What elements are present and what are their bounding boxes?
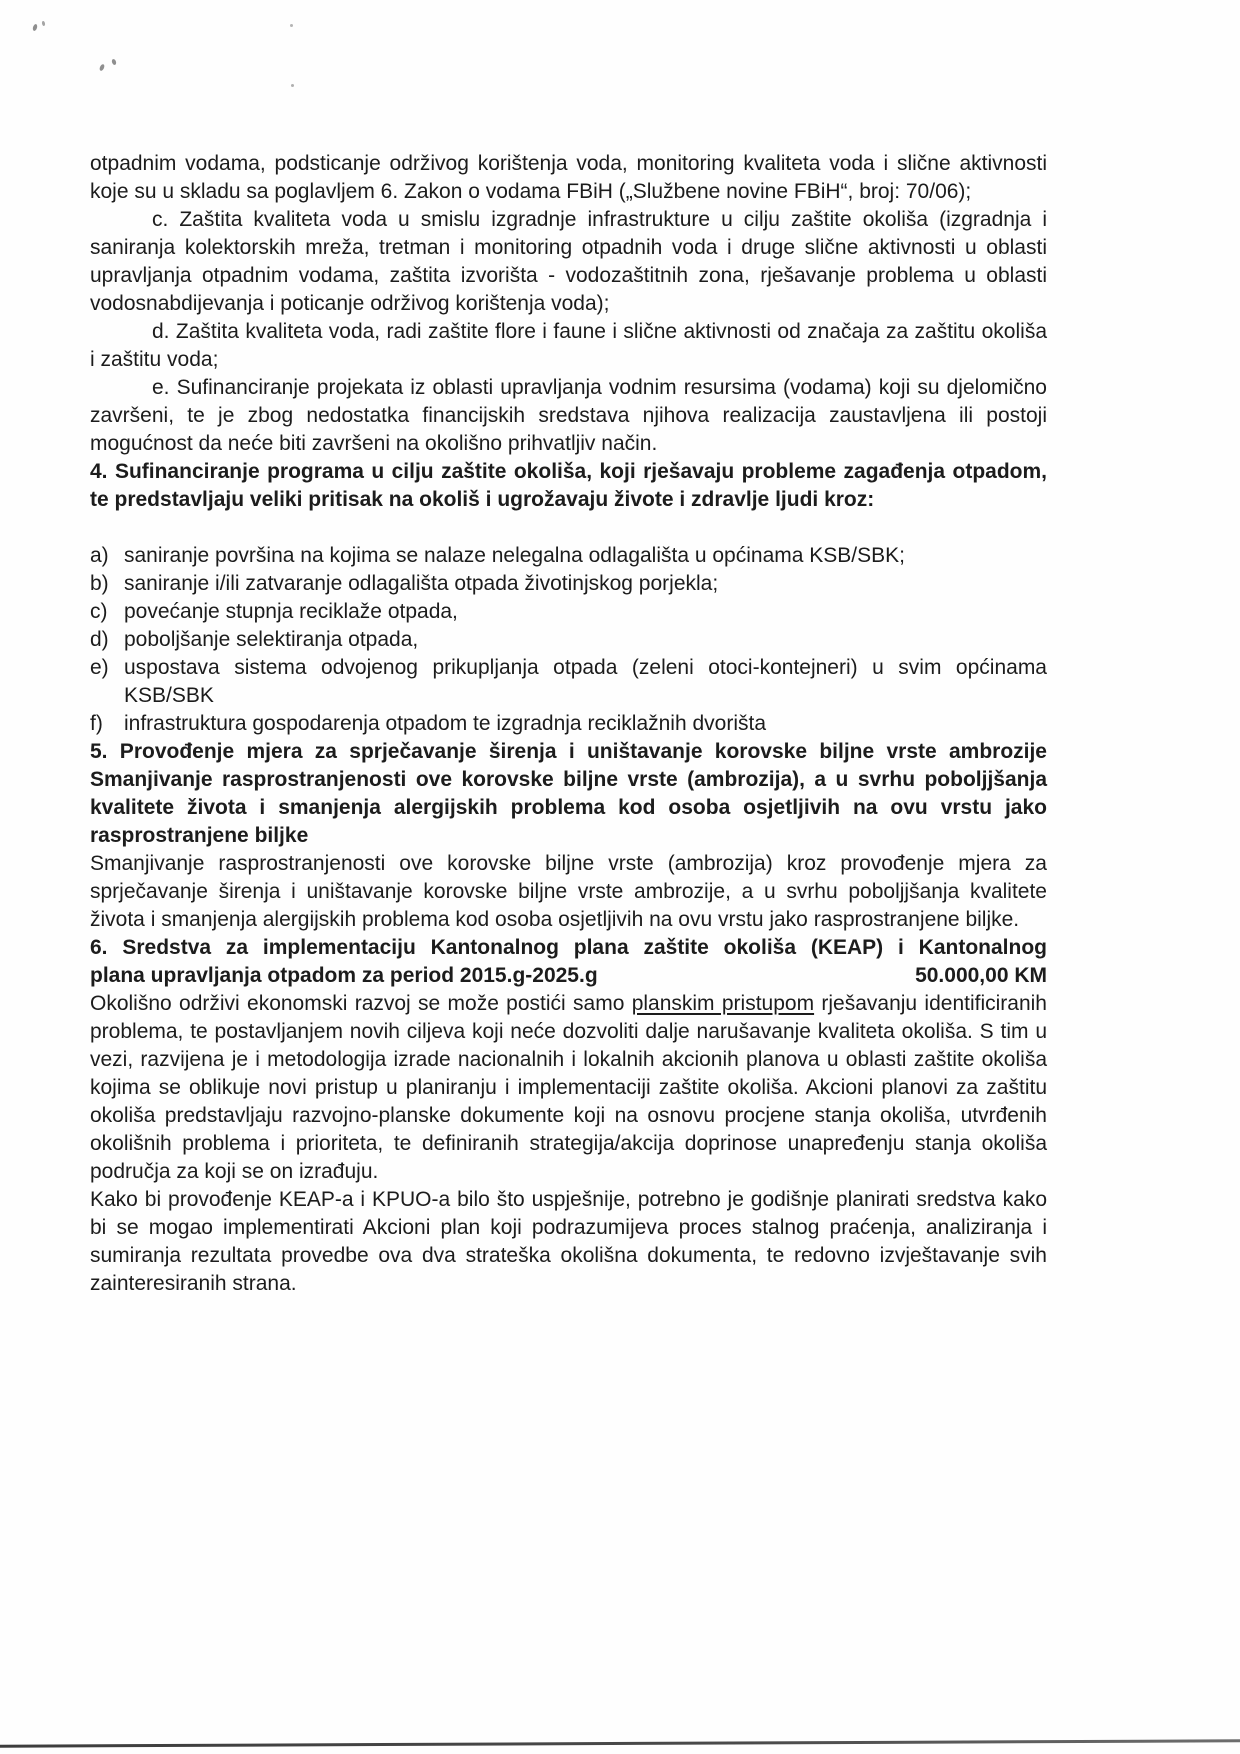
list-item-label: c) xyxy=(90,600,108,623)
section6-heading-line1: 6. Sredstva za implementaciju Kantonalnog plana zaštite okoliša (KEAP) i Kantonalnog xyxy=(90,936,1047,959)
item-d-paragraph: d. Zaštita kvaliteta voda, radi zaštite flore i faune i slične aktivnosti od značaja za zaštitu okoliša i zaštitu voda; xyxy=(90,320,1047,371)
list-item-label: a) xyxy=(90,544,109,567)
list-item xyxy=(90,598,1047,626)
section4-list xyxy=(90,542,1047,738)
intro-paragraph: otpadnim vodama, podsticanje održivog korištenja voda, monitoring kvaliteta voda i slične aktivnosti koje su u skladu sa poglavljem 6. Zakon o vodama FBiH („Službene novine FBiH“, broj: 70/06); xyxy=(90,152,1047,203)
list-item-text: povećanje stupnja reciklaže otpada, xyxy=(124,600,458,623)
closing-text-before: Okolišno održivi ekonomski razvoj se može postići samo xyxy=(90,992,632,1015)
list-item-label: f) xyxy=(90,712,103,735)
section5-body-paragraph: Smanjivanje rasprostranjenosti ove korovske biljne vrste (ambrozija) kroz provođenje mjera za sprječavanje širenja i uništavanje korovske biljne vrste ambrozije, a u svrhu poboljjšanja kvalitete života i smanjenja alergijskih problema kod osoba osjetljivih na ovu vrstu jako rasprostranjene biljke. xyxy=(90,852,1047,931)
list-item-label: e) xyxy=(90,656,109,679)
scan-artifact xyxy=(291,84,294,87)
list-item-text: uspostava sistema odvojenog prikupljanja otpada (zeleni otoci-kontejneri) u svim općinama KSB/SBK xyxy=(124,656,1047,707)
list-item-label: b) xyxy=(90,572,109,595)
scan-artifact xyxy=(290,24,293,27)
list-item-text: saniranje površina na kojima se nalaze nelegalna odlagališta u općinama KSB/SBK; xyxy=(124,544,905,567)
list-item-text: poboljšanje selektiranja otpada, xyxy=(124,628,419,651)
list-item-label: d) xyxy=(90,628,109,651)
section4-heading: 4. Sufinanciranje programa u cilju zaštite okoliša, koji rješavaju probleme zagađenja otpadom, te predstavljaju veliki pritisak na okoliš i ugrožavaju živote i zdravlje ljudi kroz: xyxy=(90,460,1047,511)
underlined-phrase: planskim pristupom xyxy=(631,992,815,1015)
section6-amount: 50.000,00 KM xyxy=(915,964,1047,987)
closing-paragraph-2: Kako bi provođenje KEAP-a i KPUO-a bilo što uspješnije, potrebno je godišnje planirati sredstva kako bi se mogao implementirati Akcioni plan koji podrazumijeva proces stalnog praćenja, analiziranja i sumiranja rezultata provedbe ova dva strateška okolišna dokumenta, te redovno izvještavanje svih zainteresiranih strana. xyxy=(90,1188,1047,1295)
item-e-paragraph: e. Sufinanciranje projekata iz oblasti upravljanja vodnim resursima (vodama) koji su djelomično završeni, te je zbog nedostatka financijskih sredstava njihova realizacija zaustavljena ili postoji mogućnost da neće biti završeni na okolišno prihvatljiv način. xyxy=(90,376,1047,455)
section6-heading-line2-row xyxy=(90,962,1047,990)
scan-artifact xyxy=(99,63,106,71)
scan-artifact xyxy=(32,24,38,32)
section5-heading-rest: Smanjivanje rasprostranjenosti ove korovske biljne vrste (ambrozija), a u svrhu poboljjšanja kvalitete života i smanjenja alergijskih problema kod osoba osjetljivih na ovu vrstu jako rasprostranjene biljke xyxy=(90,768,1047,847)
section5-heading-line1: 5. Provođenje mjera za sprječavanje širenja i uništavanje korovske biljne vrste ambrozije xyxy=(90,740,1047,763)
closing-paragraph-1 xyxy=(90,990,1047,1186)
list-item xyxy=(90,626,1047,654)
section6-heading-line2: plana upravljanja otpadom za period 2015.g-2025.g xyxy=(90,964,598,987)
scan-edge-line xyxy=(0,1739,1240,1747)
list-item-text: saniranje i/ili zatvaranje odlagališta otpada životinjskog porjekla; xyxy=(124,572,719,595)
list-item xyxy=(90,710,1047,738)
list-item xyxy=(90,654,1047,710)
list-item xyxy=(90,542,1047,570)
document-body xyxy=(90,150,1047,1298)
list-item-text: infrastruktura gospodarenja otpadom te izgradnja reciklažnih dvorišta xyxy=(124,712,767,735)
scan-artifact xyxy=(111,58,117,65)
list-item xyxy=(90,570,1047,598)
closing-text-after: rješavanju identificiranih problema, te postavljanjem novih ciljeva koji neće dozvoliti dalje narušavanje kvaliteta okoliša. S tim u vezi, razvijena je i metodologija izrade nacionalnih i lokalnih akcionih planova u oblasti zaštite okoliša kojima se oblikuje novi pristup u planiranju i implementaciji zaštite okoliša. Akcioni planovi za zaštitu okoliša predstavljaju razvojno-planske dokumente koji na osnovu procjene stanja okoliša, utvrđenih okolišnih problema i prioriteta, te definiranih strategija/akcija doprinose unapređenju stanja okoliša područja za koji se on izrađuju. xyxy=(90,992,1047,1183)
scan-artifact xyxy=(42,21,46,27)
item-c-paragraph: c. Zaštita kvaliteta voda u smislu izgradnje infrastrukture u cilju zaštite okoliša (izgradnja i saniranja kolektorskih mreža, tretman i monitoring otpadnih voda i druge slične aktivnosti u oblasti upravljanja otpadnim vodama, zaštita izvorišta - vodozaštitnih zona, rješavanje problema u oblasti vodosnabdijevanja i poticanje održivog korištenja voda); xyxy=(90,208,1047,315)
